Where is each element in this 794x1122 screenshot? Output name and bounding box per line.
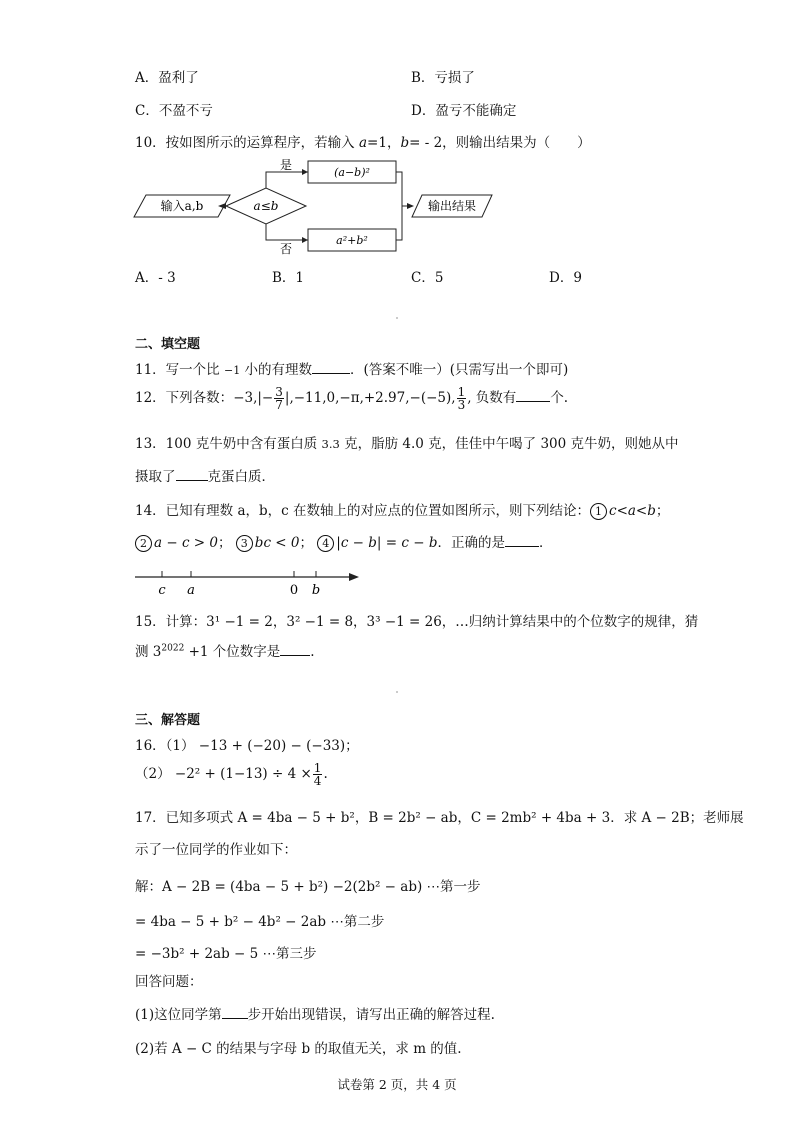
q10-stem: 10．按如图所示的运算程序，若输入 a=1，b= - 2，则输出结果为（ ） [135,135,591,151]
q9-option-d: D．盈亏不能确定 [411,103,517,119]
q17-step1: 解：A − 2B = (4ba − 5 + b²) −2(2b² − ab) ⋯第一步 [135,879,481,895]
page-footer: 试卷第 2 页，共 4 页 [337,1077,457,1092]
q13-line1: 13．100 克牛奶中含有蛋白质 3.3 克，脂肪 4.0 克，佳佳中午喝了 300 克牛奶，则她从中 [135,436,679,452]
flow-condition-label: a≤b [253,199,279,213]
q14-line2: 2 a − c > 0； 3 bc < 0； 4 |c − b| = c − b．正确的是 ． [135,531,552,552]
axis-label-zero: 0 [289,583,299,598]
fraction: $\frac{1}{4}$ [313,761,322,788]
separator-dot [396,317,398,319]
q10-option-b: B．1 [272,270,305,286]
circled-number: 1 [590,503,607,520]
q11-stem: 11．写一个比 −1 小的有理数 ．(答案不唯一）(只需写出一个即可) [135,362,569,378]
separator-dot [396,691,398,693]
q10-option-c: C．5 [411,270,444,286]
q17-answer-label: 回答问题： [135,974,203,990]
axis-label-b: b [311,583,321,598]
answer-blank[interactable] [222,1006,248,1019]
answer-blank[interactable] [516,389,550,402]
q17-step3: = −3b² + 2ab − 5 ⋯第三步 [135,946,317,962]
answer-blank[interactable] [505,534,539,547]
q13-line2: 摄取了 克蛋白质． [135,469,275,485]
circled-number: 3 [236,535,253,552]
q17-step2: = 4ba − 5 + b² − 4b² − 2ab ⋯第二步 [135,914,385,930]
q9-option-b: B．亏损了 [411,70,475,86]
q15-line1: 15．计算：3¹ −1 = 2，3² −1 = 8，3³ −1 = 26，…归纳计算结果中的个位数字的规律，猜 [135,614,699,630]
q15-line2: 测 $3^{2022} +1$ 个位数字是 . [135,643,315,660]
q14-number-line [133,565,365,601]
axis-label-a: a [187,583,195,598]
q16-part1: 16．（1） −13 + (−20) − (−33)； [135,738,359,754]
flow-output-label: 输出结果 [427,199,477,213]
q14-line1: 14．已知有理数 a，b，c 在数轴上的对应点的位置如图所示，则下列结论： 1 c<a<b； [135,503,670,519]
q16-part2: （2） −2² + (1−13) ÷ 4 × $\frac{1}{4}$ . [135,761,328,788]
flow-input-label: 输入a,b [160,199,204,213]
flow-no-label: 否 [280,242,293,256]
q12-stem: 12．下列各数：−3,|− $\frac{3}{7}$ |,−11,0,−π,+2.97,−(−5), $\frac{1}{3}$ , 负数有 个. [135,385,569,412]
fraction: $\frac{3}{7}$ [275,385,283,412]
circled-number: 2 [135,535,152,552]
q10-option-d: D．9 [549,270,582,286]
q17-line2: 示了一位同学的作业如下： [135,842,297,858]
q10-option-a: A．- 3 [135,270,176,286]
axis-label-c: c [158,583,166,598]
section-title-solve: 三、解答题 [135,713,201,728]
q9-option-c: C．不盈不亏 [135,103,213,119]
q10-flowchart [130,155,500,260]
section-title-fill-in: 二、填空题 [135,337,201,352]
answer-blank[interactable] [176,468,208,481]
flow-bottom-box-label: a²+b² [336,234,368,247]
q17-sub1: (1)这位同学第 步开始出现错误，请写出正确的解答过程. [135,1007,495,1023]
fraction: $\frac{1}{3}$ [457,385,466,412]
flow-yes-label: 是 [280,158,293,172]
q9-option-a: A．盈利了 [135,70,199,86]
answer-blank[interactable] [280,643,310,656]
q17-line1: 17．已知多项式 A = 4ba − 5 + b²，B = 2b² − ab，C = 2mb² + 4ba + 3．求 A − 2B；老师展 [135,810,744,826]
answer-blank[interactable] [312,361,350,374]
circled-number: 4 [317,535,334,552]
flow-top-box-label: (a−b)² [334,166,370,179]
q17-sub2: (2)若 A − C 的结果与字母 b 的取值无关，求 m 的值. [135,1041,462,1057]
